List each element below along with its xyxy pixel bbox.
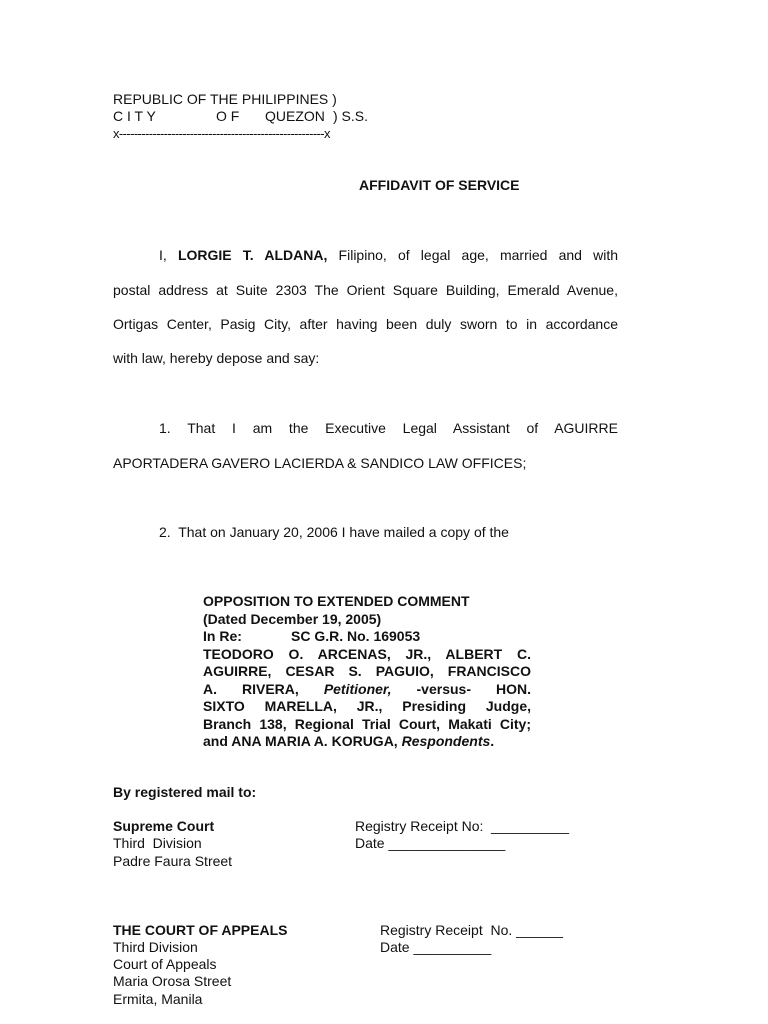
ss-label: ) S.S. <box>333 108 369 124</box>
caption-line-5: AGUIRRE, CESAR S. PAGUIO, FRANCISCO <box>203 663 531 679</box>
caption-versus: -versus- HON. <box>416 680 531 697</box>
intro-line-4: with law, hereby depose and say: <box>113 350 320 366</box>
item-1-line-2: APORTADERA GAVERO LACIERDA & SANDICO LAW OFFICES; <box>113 455 527 471</box>
item-2: 2. That on January 20, 2006 I have mailed a copy of the <box>159 524 509 540</box>
of-label: O F <box>216 108 240 124</box>
caption-line-6 <box>203 681 531 699</box>
city-label: C I T Y <box>113 108 156 124</box>
intro-rest: Filipino, of legal age, married and with <box>338 247 619 263</box>
intro-line-3: Ortigas Center, Pasig City, after having been duly sworn to in accordance <box>113 316 618 332</box>
intro-line-1 <box>159 247 618 264</box>
republic-line: REPUBLIC OF THE PHILIPPINES ) <box>113 91 337 107</box>
mail-heading: By registered mail to: <box>113 784 257 800</box>
sc-registry-receipt: Registry Receipt No: __________ <box>355 818 570 834</box>
ca-date: Date __________ <box>380 939 492 955</box>
sc-street: Padre Faura Street <box>113 853 233 869</box>
caption-line-4: TEODORO O. ARCENAS, JR., ALBERT C. <box>203 645 531 662</box>
case-caption <box>203 593 531 751</box>
ca-name: THE COURT OF APPEALS <box>113 922 288 938</box>
caption-petitioner: Petitioner, <box>323 680 392 697</box>
caption-respondents: Respondents <box>401 733 491 749</box>
ca-street: Maria Orosa Street <box>113 973 232 989</box>
caption-line-9 <box>203 733 531 751</box>
sc-division: Third Division <box>113 835 202 851</box>
caption-in-re: In Re: <box>203 628 242 644</box>
ca-city: Ermita, Manila <box>113 991 203 1007</box>
affiant-name: LORGIE T. ALDANA, <box>177 247 328 263</box>
caption-period: . <box>490 733 495 749</box>
caption-line-3 <box>203 628 531 646</box>
caption-case-number: SC G.R. No. 169053 <box>291 628 421 644</box>
quezon-label: QUEZON <box>265 108 325 124</box>
caption-line-7: SIXTO MARELLA, JR., Presiding Judge, <box>203 698 531 714</box>
caption-line-2: (Dated December 19, 2005) <box>203 610 382 627</box>
sc-date: Date _______________ <box>355 835 506 851</box>
ca-court: Court of Appeals <box>113 956 217 972</box>
caption-rivera: A. RIVERA, <box>203 680 299 697</box>
ca-registry-receipt: Registry Receipt No. ______ <box>380 922 563 938</box>
caption-koruga: and ANA MARIA A. KORUGA, <box>203 733 398 749</box>
item-1-line-1: 1. That I am the Executive Legal Assistant of AGUIRRE <box>159 420 618 436</box>
intro-prefix: I, <box>159 247 167 263</box>
ca-division: Third Division <box>113 939 198 955</box>
document-title: AFFIDAVIT OF SERVICE <box>359 177 520 193</box>
caption-line-8: Branch 138, Regional Trial Court, Makati City; <box>203 715 531 732</box>
venue-separator: x-------------------------------------------------------x <box>113 126 330 141</box>
caption-line-1: OPPOSITION TO EXTENDED COMMENT <box>203 593 470 609</box>
sc-name: Supreme Court <box>113 818 215 834</box>
intro-line-2: postal address at Suite 2303 The Orient Square Building, Emerald Avenue, <box>113 282 618 298</box>
